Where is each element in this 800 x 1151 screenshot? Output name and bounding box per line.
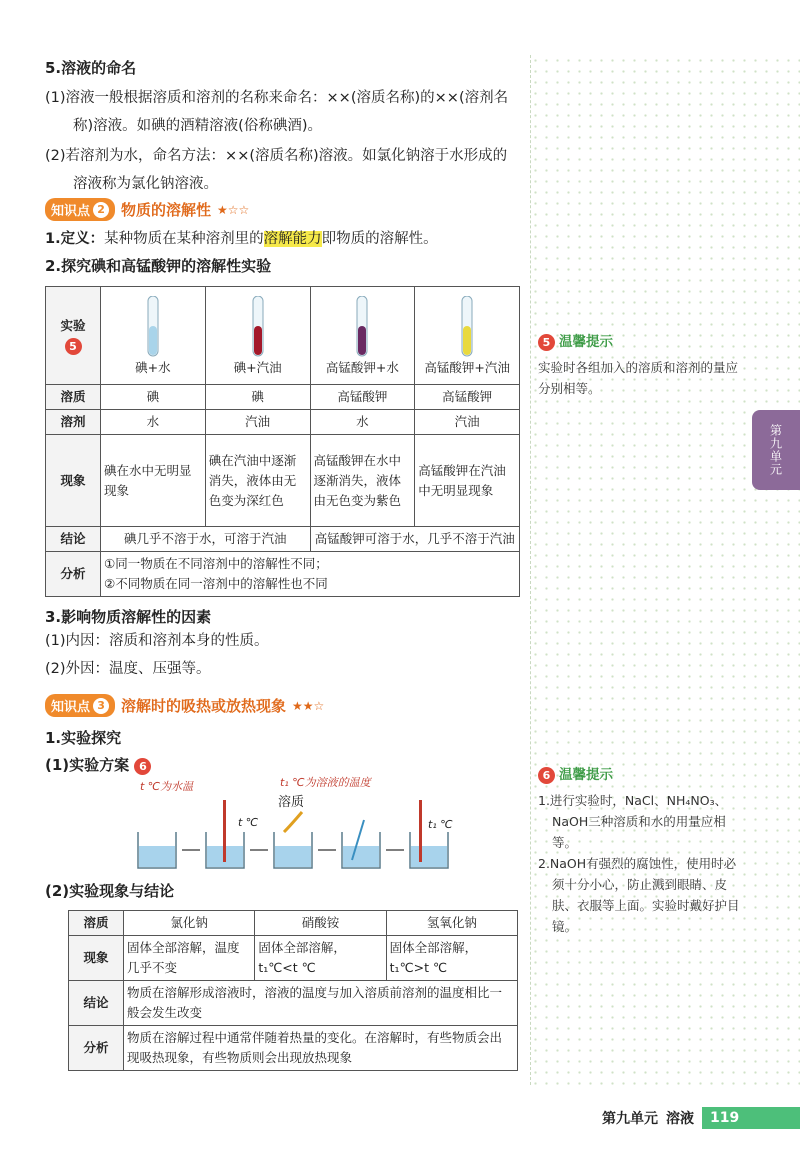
footer-unit: 第九单元	[602, 1111, 658, 1127]
table-cell: 汽油	[205, 410, 310, 435]
row-label: 溶质	[46, 385, 101, 410]
paragraph: (2)外因：温度、压强等。	[45, 661, 211, 677]
tube-cell: 碘+汽油	[205, 287, 310, 385]
row-label: 结论	[46, 527, 101, 552]
table-cell: 物质在溶解形成溶液时，溶液的温度与加入溶质前溶剂的温度相比一般会发生改变	[124, 981, 518, 1026]
row-label: 现象	[69, 936, 124, 981]
section-heading: 2.探究碘和高锰酸钾的溶解性实验	[45, 257, 272, 275]
paragraph: (1)溶液一般根据溶质和溶剂的名称来命名：××(溶质名称)的××(溶剂名称)溶液。如碘的酒精溶液(俗称碘酒)。	[45, 90, 509, 134]
table-cell: 物质在溶解过程中通常伴随着热量的变化。在溶解时，有些物质会出现吸热现象，有些物质则会出现放热现象	[124, 1026, 518, 1071]
footer-topic: 溶液	[666, 1111, 694, 1127]
table-cell: 高锰酸钾	[415, 385, 520, 410]
kp-header	[45, 694, 520, 717]
tip-title: 温馨提示	[559, 767, 613, 783]
table-cell: 固体全部溶解，温度几乎不变	[124, 936, 255, 981]
highlight: 溶解能力	[263, 231, 322, 247]
row-label: 结论	[69, 981, 124, 1026]
factors	[45, 606, 520, 683]
table-cell: 高锰酸钾在水中逐渐消失，液体由无色变为紫色	[310, 435, 415, 527]
row-label: 分析	[46, 552, 101, 597]
table-cell: 高锰酸钾可溶于水，几乎不溶于汽油	[310, 527, 520, 552]
tip-6	[538, 765, 748, 937]
experiment-diagram	[130, 772, 460, 878]
table-cell: 固体全部溶解，t₁℃<t ℃	[255, 936, 386, 981]
table-cell: 碘在水中无明显现象	[101, 435, 206, 527]
table-cell: 碘	[205, 385, 310, 410]
tip-text: 实验时各组加入的溶质和溶剂的量应分别相等。	[538, 360, 739, 396]
table-cell: 硝酸铵	[255, 911, 386, 936]
unit-side-tab[interactable]: 第九单元	[752, 410, 800, 490]
table-cell: 汽油	[415, 410, 520, 435]
section-heading: (2)实验现象与结论	[45, 882, 175, 900]
table-cell: 碘	[101, 385, 206, 410]
section-naming	[45, 57, 520, 198]
diagram-label: 溶质	[278, 795, 305, 810]
table-cell: 氯化钠	[124, 911, 255, 936]
page-footer	[602, 1106, 800, 1130]
row-label: 实验 5	[46, 287, 101, 385]
table-cell: 碘在汽油中逐渐消失，液体由无色变为深红色	[205, 435, 310, 527]
table-cell: 水	[101, 410, 206, 435]
test-tube-icon	[355, 296, 369, 358]
table-cell: 固体全部溶解，t₁℃>t ℃	[386, 936, 517, 981]
tube-cell: 高锰酸钾+汽油	[415, 287, 520, 385]
sidebar-divider	[530, 55, 531, 1085]
list-item: 2.NaOH有强烈的腐蚀性，使用时必须十分小心，防止溅到眼睛、皮肤、衣服等上面。实验时戴好护目镜。	[538, 856, 740, 934]
table-cell: ①同一物质在不同溶剂中的溶解性不同； ②不同物质在同一溶剂中的溶解性也不同	[101, 552, 520, 597]
section-heading: 3.影响物质溶解性的因素	[45, 608, 212, 626]
kp-title: 物质的溶解性	[121, 201, 212, 219]
knowledge-point-2	[45, 198, 520, 276]
heat-table	[68, 910, 518, 1071]
tip-title: 温馨提示	[559, 334, 613, 350]
tip-5	[538, 332, 748, 399]
tube-cell: 碘+水	[101, 287, 206, 385]
page-number: 119	[702, 1107, 800, 1129]
table-cell: 水	[310, 410, 415, 435]
solubility-table	[45, 286, 520, 597]
row-label: 溶质	[69, 911, 124, 936]
kp-badge: 知识点 2	[45, 198, 115, 221]
definition: 1.定义：某种物质在某种溶剂里的溶解能力即物质的溶解性。	[45, 231, 438, 247]
knowledge-point-3	[45, 694, 520, 775]
plan-heading: (1)实验方案 6	[45, 754, 520, 775]
diagram-label: t₁ ℃为溶液的温度	[280, 776, 371, 789]
test-tube-icon	[460, 296, 474, 358]
table-cell: 碘几乎不溶于水，可溶于汽油	[101, 527, 311, 552]
tip-number: 5	[538, 334, 555, 351]
table-cell: 高锰酸钾在汽油中无明显现象	[415, 435, 520, 527]
test-tube-icon	[251, 296, 265, 358]
table-cell: 氢氧化钠	[386, 911, 517, 936]
list-item: 1.进行实验时，NaCl、NH₄NO₃、NaOH三种溶质和水的用量应相等。	[538, 793, 728, 850]
diagram-label: t₁ ℃	[428, 818, 453, 831]
test-tube-icon	[146, 296, 160, 358]
results-heading-block	[45, 880, 520, 901]
row-label: 分析	[69, 1026, 124, 1071]
row-label: 现象	[46, 435, 101, 527]
difficulty-stars: ★★☆	[292, 698, 325, 713]
table-cell: 高锰酸钾	[310, 385, 415, 410]
diagram-label: t ℃为水温	[140, 780, 194, 793]
section-heading: 1.实验探究	[45, 729, 122, 747]
diagram-label: t ℃	[238, 816, 259, 829]
paragraph: (2)若溶剂为水，命名方法：××(溶质名称)溶液。如氯化钠溶于水形成的溶液称为氯化钠溶液。	[45, 148, 508, 192]
kp-header	[45, 198, 520, 221]
row-label: 溶剂	[46, 410, 101, 435]
tube-cell: 高锰酸钾+水	[310, 287, 415, 385]
difficulty-stars: ★☆☆	[217, 202, 250, 217]
tip-number: 6	[538, 767, 555, 784]
kp-badge: 知识点 3	[45, 694, 115, 717]
section-heading: 5.溶液的命名	[45, 59, 137, 77]
paragraph: (1)内因：溶质和溶剂本身的性质。	[45, 633, 269, 649]
kp-title: 溶解时的吸热或放热现象	[121, 697, 287, 715]
